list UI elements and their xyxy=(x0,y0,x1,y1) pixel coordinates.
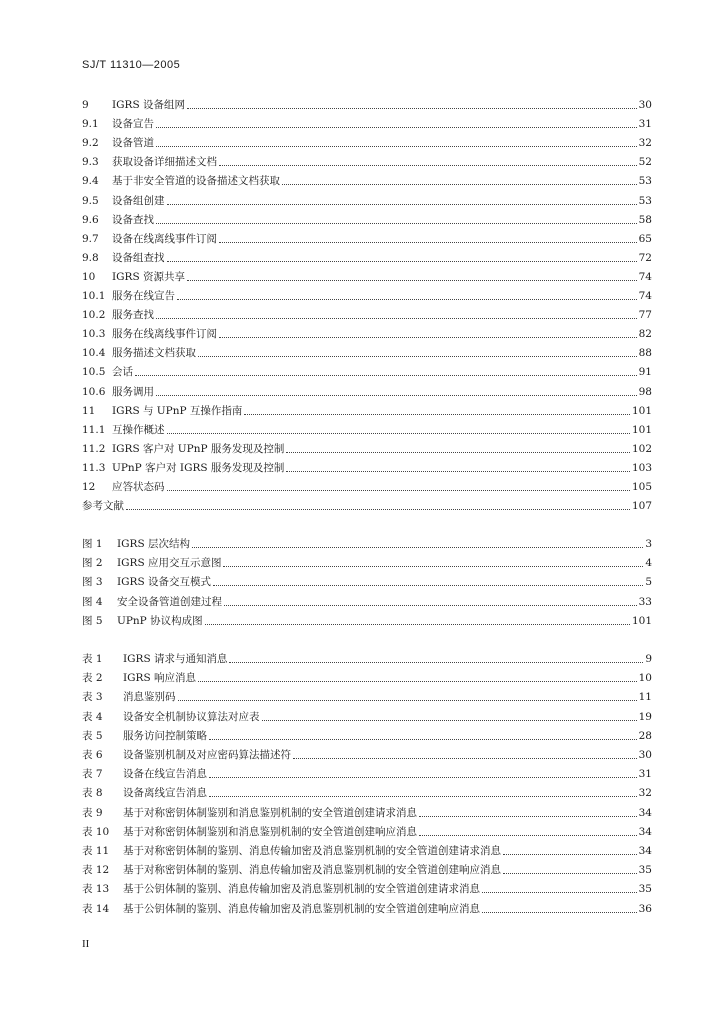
entry-number: 9.8 xyxy=(82,251,99,264)
entry-title: UPnP 协议构成图 xyxy=(117,614,203,627)
dot-leader xyxy=(209,776,637,778)
entry-title: IGRS 层次结构 xyxy=(117,538,190,550)
entry-title: 设备组创建 xyxy=(112,194,165,207)
dot-leader xyxy=(229,661,643,663)
entry-title: 服务调用 xyxy=(112,385,154,398)
entry-number: 10.6 xyxy=(82,385,106,398)
dot-leader xyxy=(286,470,630,472)
dot-leader xyxy=(224,604,637,606)
dot-leader xyxy=(126,508,630,510)
toc-section-row xyxy=(82,423,652,437)
entry-page-number: 105 xyxy=(631,481,652,493)
entry-title: 设备在线离线事件订阅 xyxy=(112,232,217,245)
dot-leader xyxy=(167,260,637,262)
entry-number: 表 10 xyxy=(82,825,110,838)
entry-page-number: 34 xyxy=(638,845,652,857)
entry-title: 设备安全机制协议算法对应表 xyxy=(123,710,260,723)
toc-table-row xyxy=(82,729,652,743)
entry-title: 设备查找 xyxy=(112,213,154,226)
dot-leader xyxy=(156,317,637,319)
dot-leader xyxy=(219,164,637,166)
entry-number: 表 9 xyxy=(82,806,103,819)
entry-page-number: 91 xyxy=(638,366,652,379)
entry-page-number: 82 xyxy=(638,328,652,341)
entry-number: 表 14 xyxy=(82,902,110,915)
dot-leader xyxy=(419,834,637,836)
dot-leader xyxy=(503,853,637,855)
entry-page-number: 19 xyxy=(638,710,652,723)
entry-title: 服务在线宣告 xyxy=(112,290,175,302)
toc-section-row xyxy=(82,251,652,265)
entry-page-number: 53 xyxy=(638,194,652,207)
entry-number: 图 5 xyxy=(82,614,103,627)
toc-table-row xyxy=(82,748,652,762)
entry-page-number: 101 xyxy=(631,423,652,436)
toc-section-row xyxy=(82,385,652,399)
page-number: II xyxy=(82,938,90,950)
entry-page-number: 58 xyxy=(638,213,652,226)
entry-page-number: 10 xyxy=(638,672,652,685)
toc-section-row xyxy=(82,346,652,360)
entry-number: 表 12 xyxy=(82,864,110,877)
entry-page-number: 74 xyxy=(638,290,652,302)
toc-section-row xyxy=(82,289,652,303)
entry-number: 9 xyxy=(82,99,89,111)
entry-page-number: 32 xyxy=(638,787,652,800)
entry-number: 11.3 xyxy=(82,461,106,474)
dot-leader xyxy=(198,680,637,682)
entry-number: 10.4 xyxy=(82,347,106,360)
entry-page-number: 28 xyxy=(638,729,652,742)
entry-number: 11.2 xyxy=(82,442,106,455)
entry-title: 基于公钥体制的鉴别、消息传输加密及消息鉴别机制的安全管道创建响应消息 xyxy=(123,902,480,915)
entry-title: 应答状态码 xyxy=(112,481,165,493)
dot-leader xyxy=(244,413,630,415)
entry-title: IGRS 与 UPnP 互操作指南 xyxy=(112,404,243,417)
entry-number: 9.7 xyxy=(82,232,99,245)
entry-page-number: 103 xyxy=(631,461,652,474)
entry-page-number: 101 xyxy=(631,404,652,417)
entry-number: 表 1 xyxy=(82,653,103,665)
entry-page-number: 34 xyxy=(638,825,652,838)
entry-title: 服务在线离线事件订阅 xyxy=(112,328,217,341)
entry-page-number: 11 xyxy=(638,691,652,704)
toc-table-row xyxy=(82,863,652,877)
entry-title: 基于对称密钥体制鉴别和消息鉴别机制的安全管道创建响应消息 xyxy=(123,825,417,838)
dot-leader xyxy=(187,107,637,109)
entry-page-number: 35 xyxy=(638,864,652,877)
dot-leader xyxy=(167,432,630,434)
dot-leader xyxy=(156,394,637,396)
entry-number: 表 11 xyxy=(82,845,110,857)
entry-number: 10 xyxy=(82,270,96,283)
entry-page-number: 5 xyxy=(645,576,652,589)
entry-title: IGRS 设备交互模式 xyxy=(117,576,211,589)
toc-section-row xyxy=(82,117,652,131)
entry-page-number: 4 xyxy=(645,557,652,570)
entry-number: 图 3 xyxy=(82,576,103,589)
dot-leader xyxy=(177,298,637,300)
entry-number: 12 xyxy=(82,481,96,493)
entry-title: IGRS 应用交互示意图 xyxy=(117,557,222,570)
dot-leader xyxy=(167,203,637,205)
entry-title: 安全设备管道创建过程 xyxy=(117,595,222,608)
entry-number: 表 7 xyxy=(82,768,103,781)
toc-section-row xyxy=(82,194,652,208)
entry-page-number: 74 xyxy=(638,270,652,283)
entry-title: 设备离线宣告消息 xyxy=(123,787,207,800)
entry-title: UPnP 客户对 IGRS 服务发现及控制 xyxy=(112,461,285,474)
toc-section-row xyxy=(82,308,652,322)
entry-number: 10.3 xyxy=(82,328,106,341)
toc-section-row xyxy=(82,232,652,246)
toc-section-row xyxy=(82,499,652,513)
entry-number: 9.6 xyxy=(82,213,99,226)
entry-page-number: 32 xyxy=(638,137,652,150)
entry-number: 表 4 xyxy=(82,710,103,723)
toc-section-row xyxy=(82,327,652,341)
entry-page-number: 65 xyxy=(638,232,652,245)
entry-title: IGRS 设备组网 xyxy=(112,99,185,111)
toc-section-row xyxy=(82,213,652,227)
entry-number: 表 13 xyxy=(82,883,110,896)
entry-title: 设备组查找 xyxy=(112,251,165,264)
dot-leader xyxy=(209,738,637,740)
dot-leader xyxy=(205,623,630,625)
entry-page-number: 52 xyxy=(638,156,652,169)
dot-leader xyxy=(223,565,643,567)
dot-leader xyxy=(198,355,637,357)
entry-title: 会话 xyxy=(112,366,133,379)
entry-page-number: 31 xyxy=(638,768,652,781)
entry-number: 9.1 xyxy=(82,118,99,131)
entry-page-number: 9 xyxy=(645,653,652,665)
entry-title: 基于对称密钥体制的鉴别、消息传输加密及消息鉴别机制的安全管道创建请求消息 xyxy=(123,845,501,857)
entry-number: 9.4 xyxy=(82,175,99,188)
entry-title: 服务查找 xyxy=(112,309,154,322)
entry-page-number: 31 xyxy=(638,118,652,131)
entry-title: 消息鉴别码 xyxy=(123,691,176,704)
entry-title: 基于非安全管道的设备描述文档获取 xyxy=(112,175,280,188)
entry-title: IGRS 客户对 UPnP 服务发现及控制 xyxy=(112,442,285,455)
toc-section-row xyxy=(82,174,652,188)
dot-leader xyxy=(156,222,637,224)
toc-section-row xyxy=(82,136,652,150)
entry-title: 互操作概述 xyxy=(112,423,165,436)
entry-number: 表 3 xyxy=(82,691,103,704)
dot-leader xyxy=(282,183,637,185)
toc-section-row xyxy=(82,98,652,112)
entry-number: 10.5 xyxy=(82,366,106,379)
toc-table-row xyxy=(82,652,652,666)
entry-title: 设备宣告 xyxy=(112,118,154,131)
entry-number: 9.3 xyxy=(82,156,99,169)
dot-leader xyxy=(156,126,637,128)
dot-leader xyxy=(209,795,637,797)
entry-page-number: 30 xyxy=(638,749,652,761)
toc-section-row xyxy=(82,404,652,418)
toc-figure-row xyxy=(82,575,652,589)
entry-number: 11.1 xyxy=(82,423,106,436)
entry-title: IGRS 请求与通知消息 xyxy=(123,653,228,665)
toc-table-row xyxy=(82,671,652,685)
toc-figure-row xyxy=(82,556,652,570)
toc-table-row xyxy=(82,844,652,858)
entry-page-number: 101 xyxy=(631,614,652,627)
dot-leader xyxy=(219,241,637,243)
entry-title: 获取设备详细描述文档 xyxy=(112,156,217,169)
entry-number: 图 4 xyxy=(82,595,103,608)
entry-page-number: 88 xyxy=(638,347,652,360)
entry-title: 基于对称密钥体制的鉴别、消息传输加密及消息鉴别机制的安全管道创建响应消息 xyxy=(123,864,501,877)
entry-title: 设备鉴别机制及对应密码算法描述符 xyxy=(123,749,291,761)
dot-leader xyxy=(167,489,630,491)
toc-section-row xyxy=(82,270,652,284)
entry-number: 图 2 xyxy=(82,557,103,570)
entry-number: 表 5 xyxy=(82,729,103,742)
entry-page-number: 3 xyxy=(645,538,652,550)
entry-title: 服务访问控制策略 xyxy=(123,729,207,742)
entry-title: 服务描述文档获取 xyxy=(112,347,196,360)
toc-section-row xyxy=(82,461,652,475)
entry-number: 11 xyxy=(82,404,96,417)
dot-leader xyxy=(219,336,637,338)
entry-page-number: 36 xyxy=(638,902,652,915)
toc-table-row xyxy=(82,710,652,724)
entry-page-number: 33 xyxy=(638,595,652,608)
toc-table-row xyxy=(82,825,652,839)
dot-leader xyxy=(156,145,637,147)
toc-section-row xyxy=(82,365,652,379)
toc-section-row xyxy=(82,155,652,169)
entry-page-number: 77 xyxy=(638,309,652,322)
entry-title: 基于公钥体制的鉴别、消息传输加密及消息鉴别机制的安全管道创建请求消息 xyxy=(123,883,480,896)
toc-section-row xyxy=(82,480,652,494)
entry-title: 基于对称密钥体制鉴别和消息鉴别机制的安全管道创建请求消息 xyxy=(123,806,417,819)
entry-title: IGRS 资源共享 xyxy=(112,270,185,283)
dot-leader xyxy=(213,584,643,586)
entry-number: 10.2 xyxy=(82,309,106,322)
entry-title: 设备在线宣告消息 xyxy=(123,768,207,781)
dot-leader xyxy=(503,872,637,874)
entry-number: 10.1 xyxy=(82,290,106,302)
dot-leader xyxy=(482,911,637,913)
entry-number: 表 6 xyxy=(82,749,103,761)
toc-table-row xyxy=(82,902,652,916)
dot-leader xyxy=(293,757,637,759)
entry-number: 9.5 xyxy=(82,194,99,207)
toc-section-row xyxy=(82,442,652,456)
entry-page-number: 107 xyxy=(631,500,652,513)
entry-title: 设备管道 xyxy=(112,137,154,150)
entry-page-number: 30 xyxy=(638,99,652,111)
entry-page-number: 102 xyxy=(631,442,652,455)
toc-table-row xyxy=(82,786,652,800)
dot-leader xyxy=(178,699,637,701)
dot-leader xyxy=(135,374,637,376)
dot-leader xyxy=(482,891,637,893)
dot-leader xyxy=(262,719,637,721)
dot-leader xyxy=(419,815,637,817)
toc-table-row xyxy=(82,806,652,820)
toc-table-row xyxy=(82,882,652,896)
toc-table-row xyxy=(82,767,652,781)
toc-figure-row xyxy=(82,614,652,628)
entry-page-number: 34 xyxy=(638,806,652,819)
entry-page-number: 72 xyxy=(638,251,652,264)
entry-page-number: 98 xyxy=(638,385,652,398)
entry-title: IGRS 响应消息 xyxy=(123,672,196,685)
entry-number: 表 2 xyxy=(82,672,103,685)
toc-figure-row xyxy=(82,537,652,551)
document-code: SJ/T 11310—2005 xyxy=(82,59,181,71)
dot-leader xyxy=(286,451,630,453)
entry-page-number: 35 xyxy=(638,883,652,896)
dot-leader xyxy=(192,546,643,548)
entry-number: 图 1 xyxy=(82,538,103,550)
toc-table-row xyxy=(82,690,652,704)
entry-page-number: 53 xyxy=(638,175,652,188)
entry-number: 表 8 xyxy=(82,787,103,800)
entry-number: 9.2 xyxy=(82,137,99,150)
dot-leader xyxy=(187,279,637,281)
toc-figure-row xyxy=(82,595,652,609)
entry-title: 参考文献 xyxy=(82,500,124,513)
